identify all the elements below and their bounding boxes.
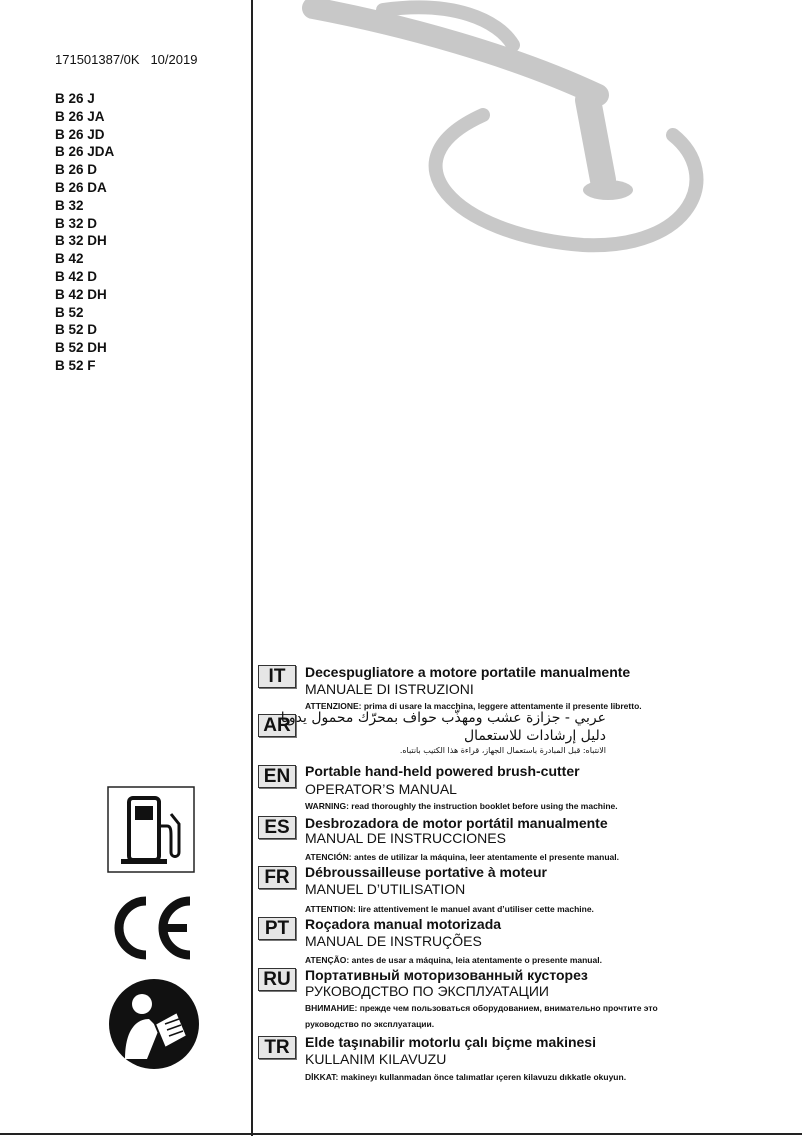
- model-list: [55, 90, 114, 375]
- es-warning: ATENCIÓN: antes de utilizar la máquina, leer atentamente el presente manual.: [305, 852, 619, 862]
- lang-badge-es: ES: [258, 816, 296, 839]
- fr-warning: ATTENTION: lire attentivement le manuel avant d’utiliser cette machine.: [305, 904, 594, 914]
- read-manual-icon: [107, 974, 201, 1073]
- lang-badge-ru: RU: [258, 968, 296, 991]
- document-code: 171501387/0K 10/2019: [55, 52, 198, 67]
- es-subtitle: MANUAL DE INSTRUCCIONES: [305, 830, 506, 846]
- model-item: B 42 D: [55, 268, 98, 284]
- pt-subtitle: MANUAL DE INSTRUÇÕES: [305, 933, 482, 949]
- model-item: B 32 DH: [55, 233, 107, 249]
- model-item: B 32 D: [55, 215, 98, 231]
- model-item: B 26 JA: [55, 108, 105, 124]
- brushcutter-watermark-illustration: [253, 0, 802, 260]
- model-item: B 26 J: [55, 91, 95, 106]
- bottom-divider: [0, 1133, 802, 1135]
- model-item: B 26 DA: [55, 179, 107, 195]
- model-item: B 42: [55, 251, 84, 267]
- lang-badge-tr: TR: [258, 1036, 296, 1059]
- it-warning: ATTENZIONE: prima di usare la macchina, leggere attentamente il presente libretto.: [305, 701, 642, 711]
- fr-subtitle: MANUEL D’UTILISATION: [305, 881, 466, 897]
- ar-title: عربي - جزازة عشب ومهذّب حواف بمحرّك محمول يدويا: [280, 710, 606, 726]
- ce-mark-icon: [110, 895, 196, 961]
- fr-title: Débroussailleuse portative à moteur: [305, 864, 547, 880]
- en-warning: WARNING: read thoroughly the instruction booklet before using the machine.: [305, 801, 618, 811]
- lang-badge-it: IT: [258, 665, 296, 688]
- model-item: B 42 DH: [55, 286, 107, 302]
- ar-warning: الانتباه: قبل المبادرة باستعمال الجهاز، قراءة هذا الكتيب بانتباه.: [399, 746, 606, 755]
- ru-warning-cont: руководство по эксплуатации.: [305, 1019, 435, 1029]
- model-item: B 32: [55, 197, 84, 213]
- tr-title: Elde taşınabilir motorlu çalı biçme makinesi: [305, 1034, 596, 1050]
- tr-subtitle: KULLANIM KILAVUZU: [305, 1051, 447, 1067]
- en-title: Portable hand-held powered brush-cutter: [305, 763, 580, 779]
- lang-badge-pt: PT: [258, 917, 296, 940]
- model-item: B 26 D: [55, 162, 98, 178]
- en-subtitle: OPERATOR’S MANUAL: [305, 781, 457, 797]
- it-title: Decespugliatore a motore portatile manualmente: [305, 664, 631, 680]
- pt-title: Roçadora manual motorizada: [305, 916, 502, 932]
- model-item: B 26 JDA: [55, 144, 115, 160]
- ru-subtitle: РУКОВОДСТВО ПО ЭКСПЛУАТАЦИИ: [305, 983, 549, 999]
- model-item: B 52: [55, 304, 84, 320]
- tr-warning: DİKKAT: makineyı kullanmadan önce talımatlar ıçeren kilavuzu dıkkatle okuyun.: [305, 1072, 627, 1082]
- ru-warning: ВНИМАНИЕ: прежде чем пользоваться оборудованием, внимательно прочтите это: [305, 1003, 658, 1013]
- model-item: B 52 DH: [55, 340, 107, 356]
- it-subtitle: MANUALE DI ISTRUZIONI: [305, 681, 474, 697]
- model-item: B 52 F: [55, 357, 96, 373]
- model-item: B 26 JD: [55, 126, 105, 142]
- lang-badge-en: EN: [258, 765, 296, 788]
- model-item: B 52 D: [55, 322, 98, 338]
- pt-warning: ATENÇÃO: antes de usar a máquina, leia atentamente o presente manual.: [305, 955, 602, 965]
- lang-badge-ar: AR: [258, 714, 296, 737]
- ru-title: Портативный моторизованный кусторез: [305, 967, 588, 983]
- es-title: Desbrozadora de motor portátil manualmente: [305, 815, 608, 831]
- fuel-pump-icon: [107, 786, 195, 873]
- lang-badge-fr: FR: [258, 866, 296, 889]
- ar-subtitle: دليل إرشادات للاستعمال: [463, 728, 606, 744]
